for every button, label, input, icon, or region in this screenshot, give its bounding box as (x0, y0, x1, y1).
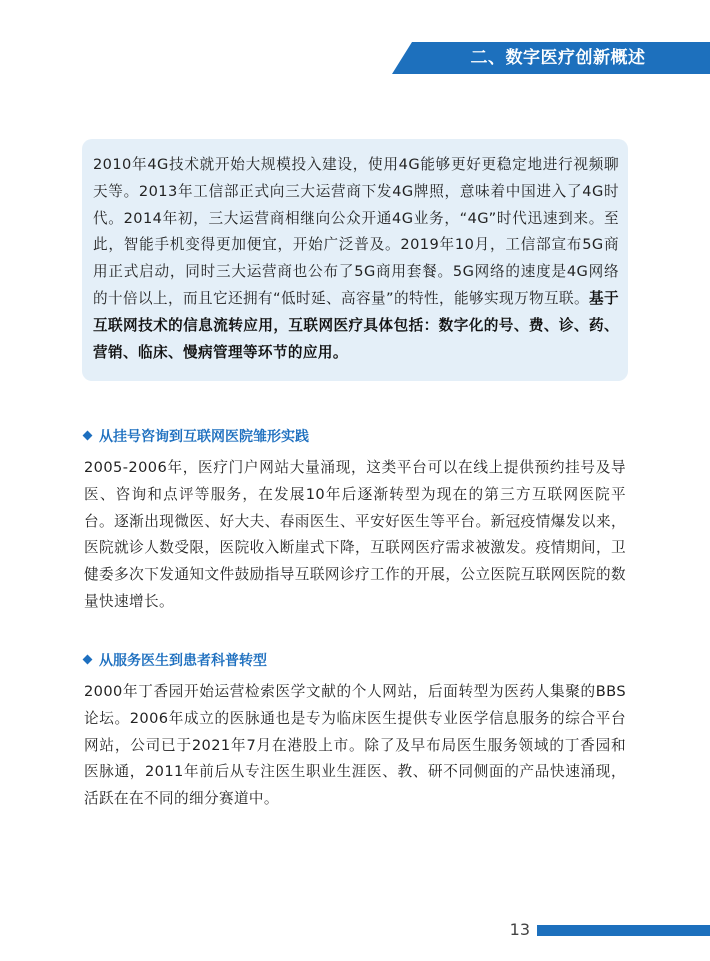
section-title-text: 从挂号咨询到互联网医院雏形实践 (99, 429, 309, 445)
footer-bar (537, 925, 710, 936)
section-title-text: 从服务医生到患者科普转型 (99, 653, 267, 669)
intro-bold-text: 基于互联网技术的信息流转应用，互联网医疗具体包括：数字化的号、费、诊、药、营销、临床、慢病管理等环节的应用。 (93, 289, 619, 361)
section-title-doctor-service (84, 651, 267, 671)
chapter-title: 二、数字医疗创新概述 (470, 48, 646, 68)
section-body-registration: 2005-2006年，医疗门户网站大量涌现，这类平台可以在线上提供预约挂号及导医、咨询和点评等服务，在发展10年后逐渐转型为现在的第三方互联网医院平台。逐渐出现微医、好大夫、春雨医生、平安好医生等平台。新冠疫情爆发以来，医院就诊人数受限，医院收入断崖式下降，互联网医疗需求被激发。疫情期间，卫健委多次下发通知文件鼓励指导互联网诊疗工作的开展，公立医院互联网医院的数量快速增长。 (84, 459, 626, 610)
section-body-doctor-service: 2000年丁香园开始运营检索医学文献的个人网站，后面转型为医药人集聚的BBS论坛。2006年成立的医脉通也是专为临床医生提供专业医学信息服务的综合平台网站，公司已于2021年7月在港股上市。除了及早布局医生服务领域的丁香园和医脉通，2011年前后从专注医生职业生涯医、教、研不同侧面的产品快速涌现，活跃在在不同的细分赛道中。 (84, 683, 626, 808)
diamond-bullet-icon (83, 431, 93, 441)
intro-paragraph (93, 152, 619, 366)
intro-regular-text: 2010年4G技术就开始大规模投入建设，使用4G能够更好更稳定地进行视频聊天等。2013年工信部正式向三大运营商下发4G牌照，意味着中国进入了4G时代。2014年初，三大运营商相继向公众开通4G业务，“4G”时代迅速到来。至此，智能手机变得更加便宜，开始广泛普及。2019年10月，工信部宣布5G商用正式启动，同时三大运营商也公布了5G商用套餐。5G网络的速度是4G网络的十倍以上，而且它还拥有“低时延、高容量”的特性，能够实现万物互联。 (93, 156, 619, 307)
section-title-registration (84, 427, 309, 447)
diamond-bullet-icon (83, 655, 93, 665)
page-number: 13 (509, 920, 530, 939)
